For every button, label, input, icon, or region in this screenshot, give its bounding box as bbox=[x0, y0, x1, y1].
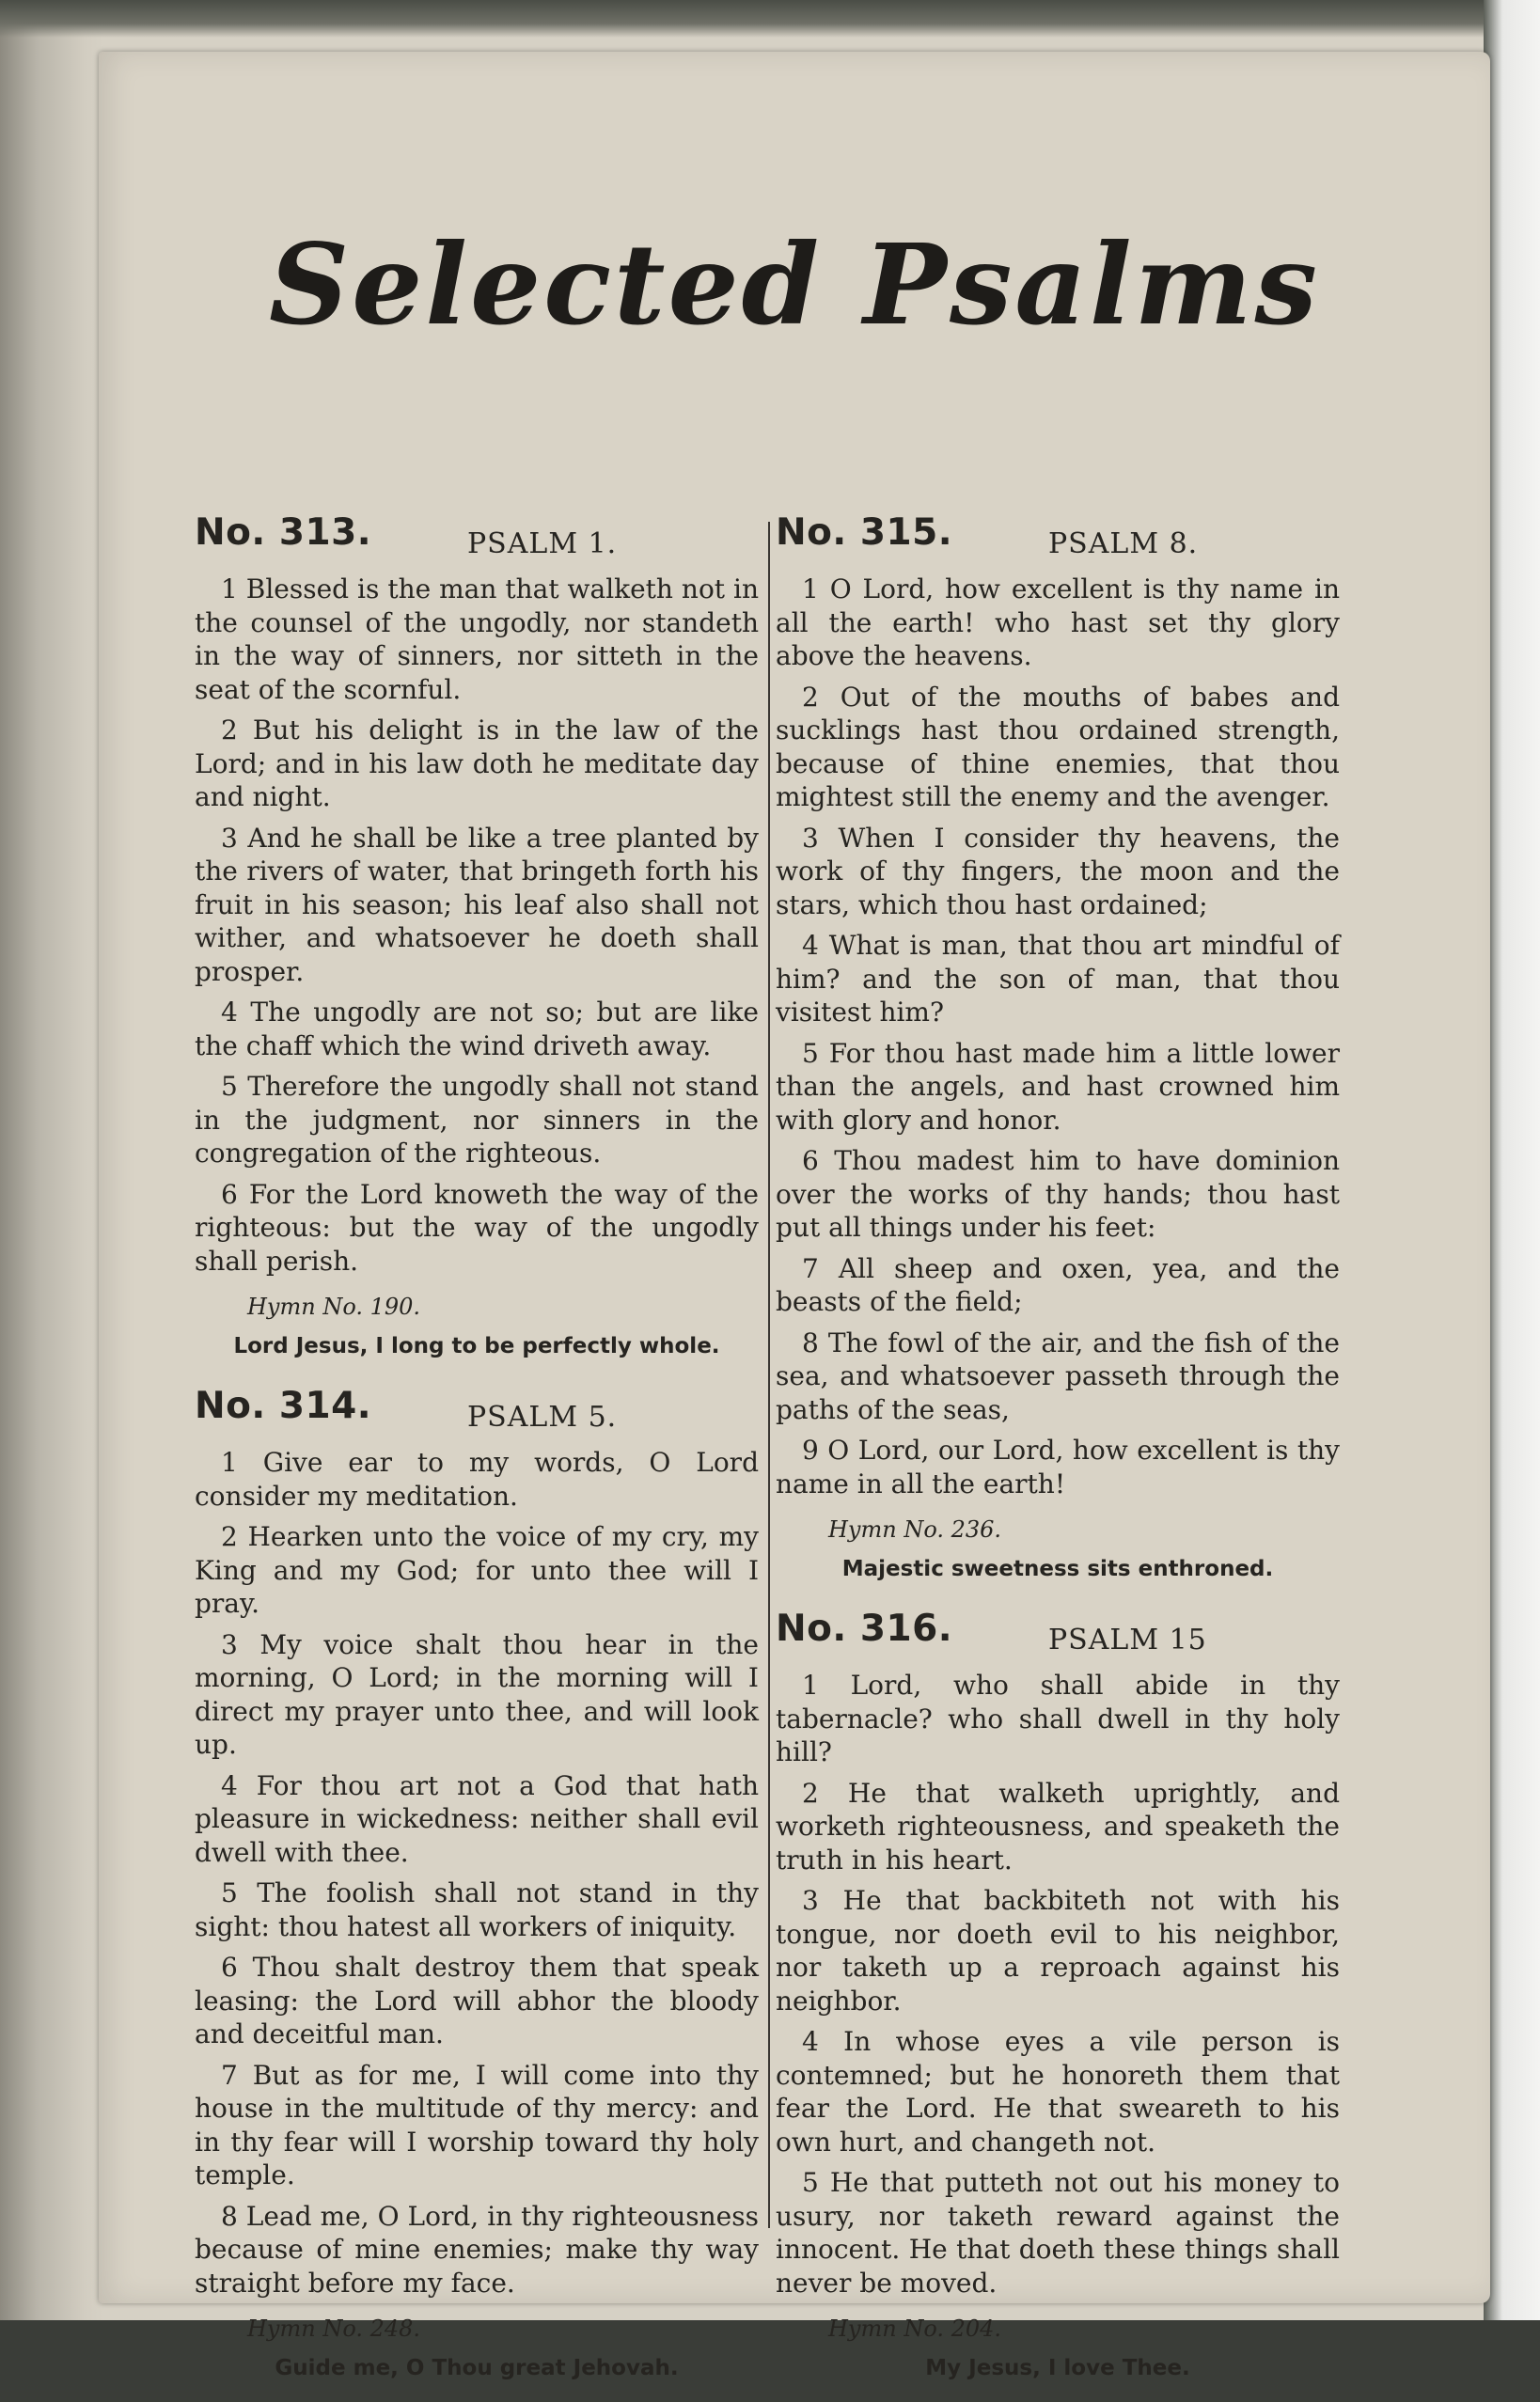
verse: 2 Out of the mouths of babes and sucklings hast thou ordained strength, because of thine enemies, that thou mightest still the enemy and the avenger. bbox=[776, 681, 1340, 812]
psalm-number: No. 316. bbox=[776, 1608, 953, 1650]
verse: 2 But his delight is in the law of the Lord; and in his law doth he meditate day and night. bbox=[195, 714, 759, 812]
verse: 6 Thou shalt destroy them that speak leasing: the Lord will abhor the bloody and deceitful man. bbox=[195, 1952, 759, 2049]
hymn-reference: Hymn No. 190. bbox=[247, 1294, 421, 1320]
verse: 2 Hearken unto the voice of my cry, my King and my God; for unto thee will I pray. bbox=[195, 1521, 759, 1619]
verse: 5 For thou hast made him a little lower than the angels, and hast crowned him with glory and honor. bbox=[776, 1037, 1340, 1136]
verse: 4 In whose eyes a vile person is contemned; but he honoreth them that fear the Lord. He that sweareth to his own hurt, and changeth not. bbox=[776, 2026, 1340, 2158]
psalm-heading bbox=[195, 1380, 759, 1446]
psalm-label: PSALM 15 bbox=[1048, 1624, 1207, 1656]
hymn-reference: Hymn No. 248. bbox=[247, 2316, 421, 2342]
verse: 5 The foolish shall not stand in thy sight: thou hatest all workers of iniquity. bbox=[195, 1877, 759, 1942]
book-top-edge bbox=[0, 0, 1540, 38]
left-column bbox=[195, 503, 759, 2402]
verse: 1 Lord, who shall abide in thy tabernacle? who shall dwell in thy holy hill? bbox=[776, 1670, 1340, 1767]
hymn-title: Lord Jesus, I long to be perfectly whole. bbox=[233, 1333, 720, 1358]
verse: 3 My voice shalt thou hear in the morning, O Lord; in the morning will I direct my prayer unto thee, and will look up. bbox=[195, 1628, 759, 1760]
verse: 5 Therefore the ungodly shall not stand in the judgment, nor sinners in the congregation of the righteous. bbox=[195, 1071, 759, 1169]
page-title: Selected Psalms bbox=[269, 219, 1320, 350]
psalm-heading bbox=[776, 507, 1340, 573]
verse: 1 Blessed is the man that walketh not in the counsel of the ungodly, nor standeth in the way of sinners, nor sitteth in the seat of the scornful. bbox=[195, 573, 759, 705]
verse: 3 When I consider thy heavens, the work of thy fingers, the moon and the stars, which thou hast ordained; bbox=[776, 822, 1340, 920]
verse: 7 But as for me, I will come into thy house in the multitude of thy mercy: and in thy fear will I worship toward thy holy temple. bbox=[195, 2059, 759, 2190]
column-divider bbox=[768, 522, 770, 2228]
verse: 3 He that backbiteth not with his tongue, nor doeth evil to his neighbor, nor taketh up a reproach against his neighbor. bbox=[776, 1885, 1340, 2017]
psalm-315 bbox=[776, 507, 1340, 1586]
verse: 5 He that putteth not out his money to usury, nor taketh reward against the innocent. He that doeth these things shall never be moved. bbox=[776, 2167, 1340, 2299]
psalm-heading bbox=[776, 1603, 1340, 1669]
psalm-heading bbox=[195, 507, 759, 573]
verse: 8 Lead me, O Lord, in thy righteousness because of mine enemies; make thy way straight before my face. bbox=[195, 2200, 759, 2299]
book-right-edge bbox=[1484, 0, 1540, 2320]
psalm-316 bbox=[776, 1603, 1340, 2385]
verse: 4 For thou art not a God that hath pleasure in wickedness: neither shall evil dwell with thee. bbox=[195, 1769, 759, 1868]
hymn-title: Majestic sweetness sits enthroned. bbox=[841, 1556, 1274, 1581]
verse: 1 Give ear to my words, O Lord consider my meditation. bbox=[195, 1447, 759, 1512]
right-column bbox=[776, 503, 1340, 2402]
hymn-title: Guide me, O Thou great Jehovah. bbox=[275, 2355, 679, 2380]
verse: 6 For the Lord knoweth the way of the righteous: but the way of the ungodly shall perish. bbox=[195, 1178, 759, 1277]
verse: 7 All sheep and oxen, yea, and the beasts of the field; bbox=[776, 1252, 1340, 1317]
psalm-313 bbox=[195, 507, 759, 1363]
book-page bbox=[99, 52, 1490, 2380]
hymn-title: My Jesus, I love Thee. bbox=[925, 2355, 1190, 2380]
verse: 9 O Lord, our Lord, how excellent is thy name in all the earth! bbox=[776, 1435, 1340, 1499]
verse: 2 He that walketh uprightly, and worketh righteousness, and speaketh the truth in his heart. bbox=[776, 1777, 1340, 1876]
verse: 4 The ungodly are not so; but are like the chaff which the wind driveth away. bbox=[195, 997, 759, 1061]
psalm-label: PSALM 1. bbox=[467, 527, 618, 560]
hymn-reference: Hymn No. 204. bbox=[828, 2316, 1002, 2342]
psalm-number: No. 315. bbox=[776, 511, 953, 554]
verse: 1 O Lord, how excellent is thy name in all the earth! who hast set thy glory above the heavens. bbox=[776, 573, 1340, 671]
verse: 3 And he shall be like a tree planted by the rivers of water, that bringeth forth his fruit in his season; his leaf also shall not wither, and whatsoever he doeth shall prosper. bbox=[195, 822, 759, 987]
verse: 6 Thou madest him to have dominion over the works of thy hands; thou hast put all things under his feet: bbox=[776, 1145, 1340, 1243]
hymn-reference: Hymn No. 236. bbox=[828, 1516, 1002, 1543]
verse: 4 What is man, that thou art mindful of him? and the son of man, that thou visitest him? bbox=[776, 930, 1340, 1028]
psalm-314 bbox=[195, 1380, 759, 2385]
psalm-number: No. 314. bbox=[195, 1385, 372, 1427]
psalm-label: PSALM 8. bbox=[1048, 527, 1199, 560]
verse: 8 The fowl of the air, and the fish of the sea, and whatsoever passeth through the paths of the seas, bbox=[776, 1327, 1340, 1425]
psalm-number: No. 313. bbox=[195, 511, 372, 554]
psalm-label: PSALM 5. bbox=[467, 1401, 618, 1434]
